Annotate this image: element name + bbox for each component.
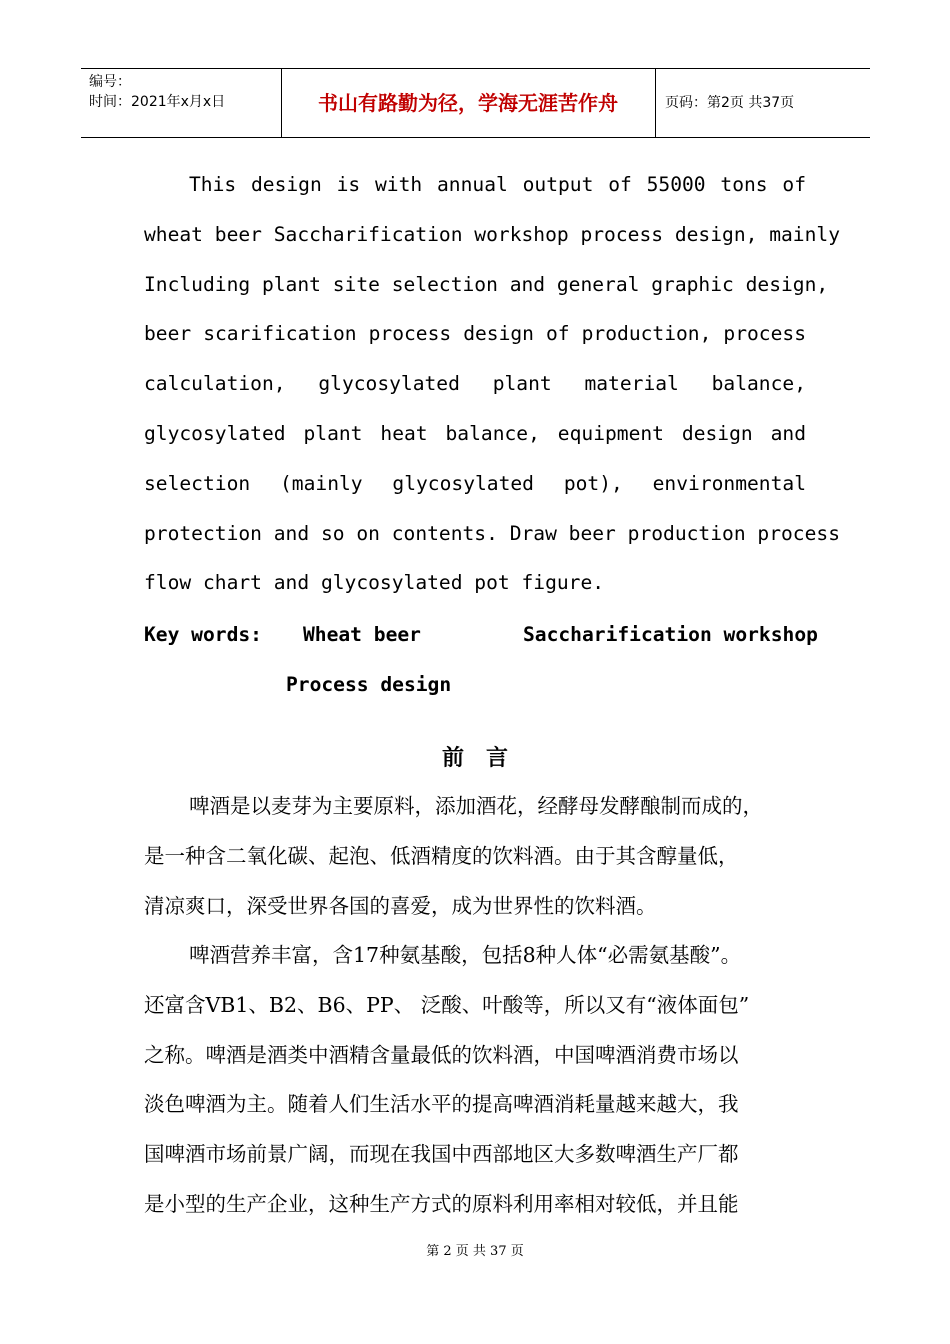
abstract-line: This design is with annual output of 55000 tons of — [189, 173, 806, 196]
preface-line: 是小型的生产企业，这种生产方式的原料利用率相对较低，并且能 — [144, 1191, 739, 1216]
preface-paragraph — [144, 782, 824, 931]
abstract-line: flow chart and glycosylated pot figure. — [144, 571, 605, 595]
keywords-label: Key words: — [144, 623, 262, 646]
abstract-line: glycosylated plant heat balance, equipment design and — [144, 421, 806, 445]
preface-line: 啤酒是以麦芽为主要原料，添加酒花，经酵母发酵酿制而成的， — [189, 794, 763, 818]
header-divider — [655, 69, 656, 137]
preface-line: 是一种含二氧化碳、起泡、低酒精度的饮料酒。由于其含醇量低， — [144, 843, 739, 868]
abstract-line: protection and so on contents. Draw beer production process — [144, 521, 840, 545]
preface-line: 国啤酒市场前景广阔，而现在我国中西部地区大多数啤酒生产厂都 — [144, 1142, 739, 1167]
time-label: 时间：2021年x月x日 — [89, 94, 226, 110]
keywords-line — [144, 610, 818, 660]
abstract-paragraph — [144, 160, 840, 608]
page-info: 页码：第2页 共37页 — [665, 95, 795, 111]
header-left-cell — [89, 72, 225, 112]
keyword: Wheat beer — [303, 623, 421, 646]
preface-line: 淡色啤酒为主。随着人们生活水平的提高啤酒消耗量越来越大，我 — [144, 1092, 739, 1117]
keyword: Saccharification workshop — [523, 623, 818, 646]
preface-line: 之称。啤酒是酒类中酒精含量最低的饮料酒，中国啤酒消费市场以 — [144, 1042, 739, 1067]
preface-title: 前言 — [441, 745, 530, 771]
keyword: Process design — [286, 673, 452, 696]
header-table — [81, 68, 870, 138]
preface-line: 啤酒营养丰富，含17种氨基酸，包括8种人体“必需氨基酸”。 — [189, 943, 742, 967]
number-label: 编号： — [89, 74, 131, 90]
abstract-line: calculation, glycosylated plant material balance, — [144, 372, 806, 396]
page-footer: 第 2 页 共 37 页 — [426, 1244, 524, 1259]
preface-line: 还富含VB1、B2、B6、PP、 泛酸、叶酸等，所以又有“液体面包” — [144, 992, 750, 1017]
abstract-line: selection (mainly glycosylated pot), environmental — [144, 471, 806, 495]
abstract-line: wheat beer Saccharification workshop process design, mainly — [144, 222, 840, 246]
preface-line: 清凉爽口，深受世界各国的喜爱，成为世界性的饮料酒。 — [144, 893, 657, 918]
header-divider — [281, 69, 282, 137]
header-motto: 书山有路勤为径，学海无涯苦作舟 — [318, 91, 618, 115]
abstract-line: Including plant site selection and general graphic design, — [144, 272, 829, 296]
preface-paragraph — [144, 931, 824, 1230]
abstract-line: beer scarification process design of production, process — [144, 322, 806, 346]
